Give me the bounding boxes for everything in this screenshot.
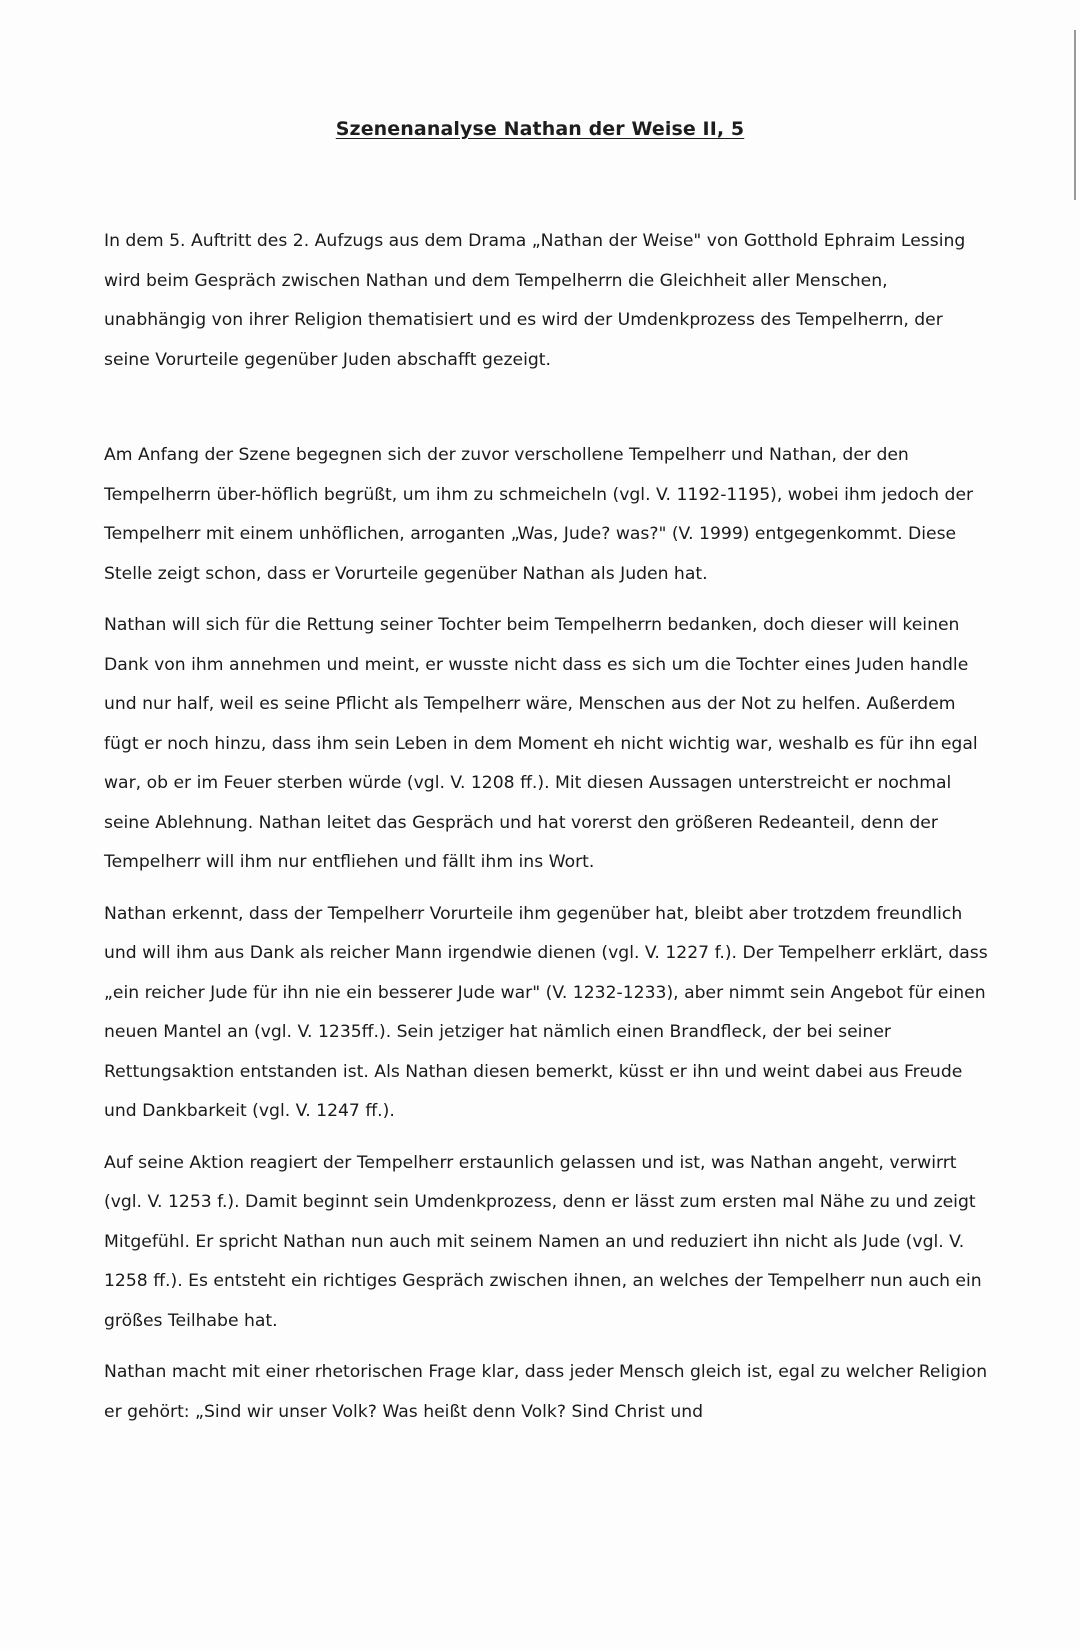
paragraph-introduction: In dem 5. Auftritt des 2. Aufzugs aus dem Drama „Nathan der Weise" von Gotthold Ephraim Lessing wird beim Gespräch zwischen Nathan und dem Tempelherrn die Gleichheit aller Menschen, unabhängig von ihrer Religion thematisiert und es wird der Umdenkprozess des Tempelherrn, der seine Vorurteile gegenüber Juden abschafft gezeigt. xyxy=(104,231,966,370)
paragraph: Am Anfang der Szene begegnen sich der zuvor verschollene Tempelherr und Nathan, der den Tempelherrn über-höflich begrüßt, um ihm zu schmeicheln (vgl. V. 1192-1195), wobei ihm jedoch der Tempelherr mit einem unhöflichen, arroganten „Was, Jude? was?" (V. 1999) entgegenkommt. Diese Stelle zeigt schon, dass er Vorurteile gegenüber Nathan als Juden hat. xyxy=(104,445,974,584)
paragraph: Nathan macht mit einer rhetorischen Frage klar, dass jeder Mensch gleich ist, egal zu welcher Religion er gehört: „Sind wir unser Volk? Was heißt denn Volk? Sind Christ und xyxy=(104,1362,988,1422)
document-body xyxy=(104,222,988,1444)
paragraph: Nathan erkennt, dass der Tempelherr Vorurteile ihm gegenüber hat, bleibt aber trotzdem freundlich und will ihm aus Dank als reicher Mann irgendwie dienen (vgl. V. 1227 f.). Der Tempelherr erklärt, dass „ein reicher Jude für ihn nie ein besserer Jude war" (V. 1232-1233), aber nimmt sein Angebot für einen neuen Mantel an (vgl. V. 1235ff.). Sein jetziger hat nämlich einen Brandfleck, der bei seiner Rettungsaktion entstanden ist. Als Nathan diesen bemerkt, küsst er ihn und weint dabei aus Freude und Dankbarkeit (vgl. V. 1247 ff.). xyxy=(104,903,988,1121)
document-title: Szenenanalyse Nathan der Weise II, 5 xyxy=(335,118,745,140)
paragraph: Nathan will sich für die Rettung seiner Tochter beim Tempelherrn bedanken, doch dieser will keinen Dank von ihm annehmen und meint, er wusste nicht dass es sich um die Tochter eines Juden handle und nur half, weil es seine Pflicht als Tempelherr wäre, Menschen aus der Not zu helfen. Außerdem fügt er noch hinzu, dass ihm sein Leben in dem Moment eh nicht wichtig war, weshalb es für ihn egal war, ob er im Feuer sterben würde (vgl. V. 1208 ff.). Mit diesen Aussagen unterstreicht er nochmal seine Ablehnung. Nathan leitet das Gespräch und hat vorerst den größeren Redeanteil, denn der Tempelherr will ihm nur entfliehen und fällt ihm ins Wort. xyxy=(104,615,978,872)
scan-edge-line xyxy=(1074,30,1076,200)
paragraph: Auf seine Aktion reagiert der Tempelherr erstaunlich gelassen und ist, was Nathan angeht, verwirrt (vgl. V. 1253 f.). Damit beginnt sein Umdenkprozess, denn er lässt zum ersten mal Nähe zu und zeigt Mitgefühl. Er spricht Nathan nun auch mit seinem Namen an und reduziert ihn nicht als Jude (vgl. V. 1258 ff.). Es entsteht ein richtiges Gespräch zwischen ihnen, an welches der Tempelherr nun auch ein größes Teilhabe hat. xyxy=(104,1152,982,1331)
